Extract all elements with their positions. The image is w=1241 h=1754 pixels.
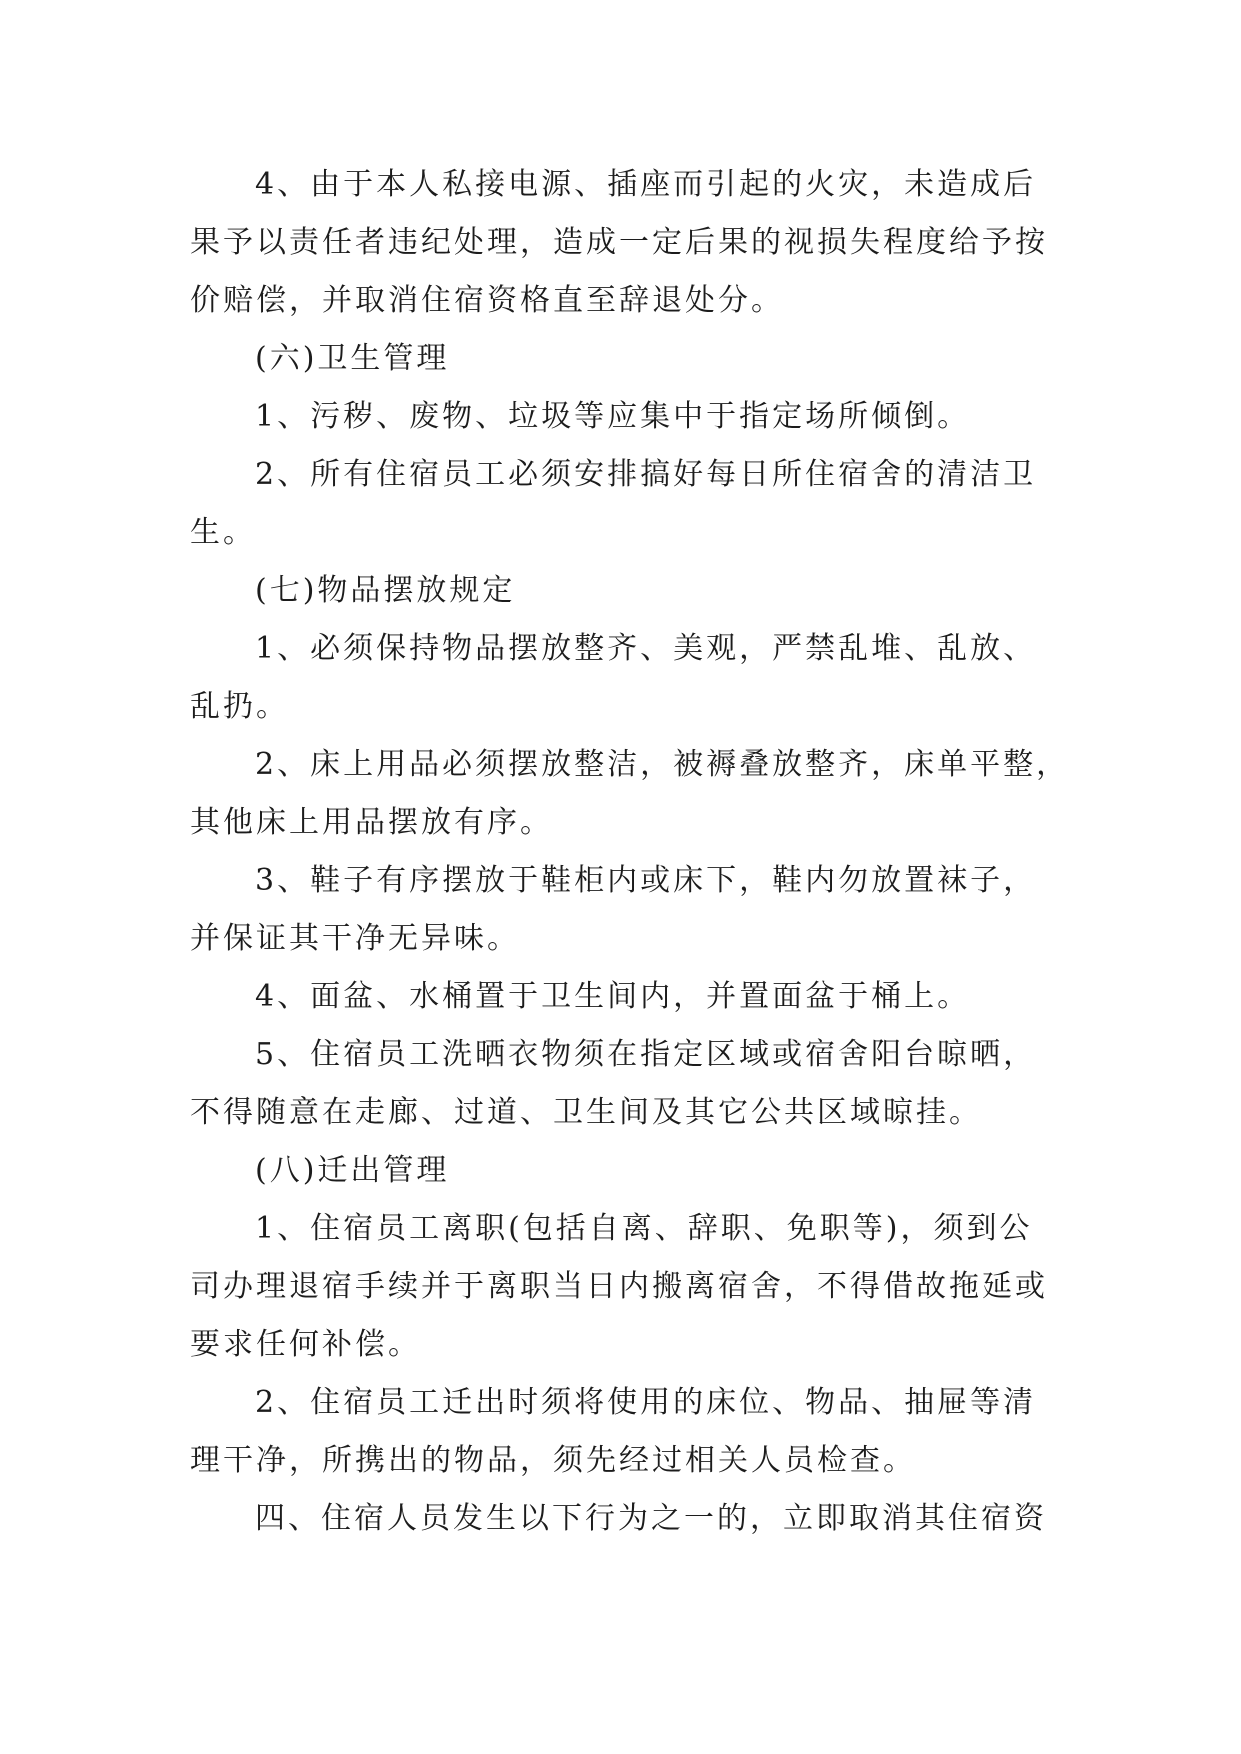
paragraph-line: 果予以责任者违纪处理，造成一定后果的视损失程度给予按	[190, 225, 1048, 260]
paragraph-line: 生。	[190, 515, 256, 550]
paragraph-placement-2	[190, 736, 1070, 852]
section-heading: (八)迁出管理	[255, 1153, 450, 1188]
section-heading-moveout	[190, 1142, 1070, 1200]
section-heading-hygiene	[190, 330, 1070, 388]
paragraph-placement-1	[190, 620, 1070, 736]
paragraph-line: 并保证其干净无异味。	[190, 921, 520, 956]
paragraph-placement-5	[190, 1026, 1070, 1142]
paragraph-hygiene-2	[190, 446, 1070, 562]
paragraph-line: 1、污秽、废物、垃圾等应集中于指定场所倾倒。	[255, 399, 971, 434]
paragraph-line: 4、面盆、水桶置于卫生间内，并置面盆于桶上。	[255, 979, 971, 1014]
paragraph-line: 2、住宿员工迁出时须将使用的床位、物品、抽屉等清	[255, 1385, 1037, 1420]
section-heading-placement	[190, 562, 1070, 620]
paragraph-moveout-1	[190, 1200, 1070, 1374]
paragraph-line: 乱扔。	[190, 689, 289, 724]
paragraph-line: 司办理退宿手续并于离职当日内搬离宿舍，不得借故拖延或	[190, 1269, 1048, 1304]
paragraph-line: 其他床上用品摆放有序。	[190, 805, 553, 840]
paragraph-line: 3、鞋子有序摆放于鞋柜内或床下，鞋内勿放置袜子，	[255, 863, 1037, 898]
paragraph-placement-3	[190, 852, 1070, 968]
paragraph-placement-4	[190, 968, 1070, 1026]
paragraph-line: 理干净，所携出的物品，须先经过相关人员检查。	[190, 1443, 916, 1478]
paragraph-fire-liability	[190, 156, 1070, 330]
paragraph-line: 不得随意在走廊、过道、卫生间及其它公共区域晾挂。	[190, 1095, 982, 1130]
document-body	[190, 156, 1070, 1548]
paragraph-line: 要求任何补偿。	[190, 1327, 421, 1362]
section-heading: (六)卫生管理	[255, 341, 450, 376]
paragraph-line: 2、床上用品必须摆放整洁，被褥叠放整齐，床单平整，	[255, 747, 1070, 782]
section-heading: (七)物品摆放规定	[255, 573, 516, 608]
paragraph-line: 四、住宿人员发生以下行为之一的，立即取消其住宿资	[255, 1501, 1047, 1536]
paragraph-line: 价赔偿，并取消住宿资格直至辞退处分。	[190, 283, 784, 318]
paragraph-hygiene-1	[190, 388, 1070, 446]
paragraph-line: 1、住宿员工离职(包括自离、辞职、免职等)，须到公	[255, 1211, 1033, 1246]
paragraph-line: 2、所有住宿员工必须安排搞好每日所住宿舍的清洁卫	[255, 457, 1037, 492]
paragraph-moveout-2	[190, 1374, 1070, 1490]
paragraph-line: 4、由于本人私接电源、插座而引起的火灾，未造成后	[255, 167, 1037, 202]
paragraph-line: 1、必须保持物品摆放整齐、美观，严禁乱堆、乱放、	[255, 631, 1037, 666]
paragraph-line: 5、住宿员工洗晒衣物须在指定区域或宿舍阳台晾晒，	[255, 1037, 1037, 1072]
paragraph-section-four	[190, 1490, 1070, 1548]
